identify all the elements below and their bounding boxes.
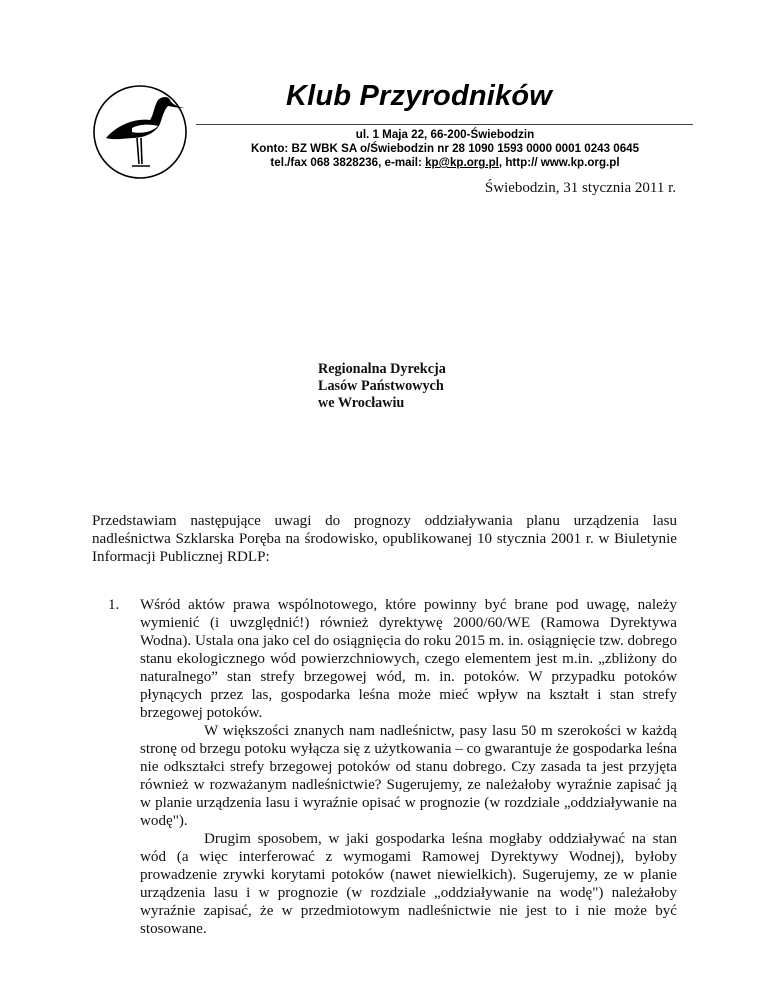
- list-item-body: [140, 596, 677, 938]
- numbered-list: [108, 596, 677, 938]
- recipient-line-2: Lasów Państwowych: [318, 378, 444, 394]
- list-item-paragraph-3: Drugim sposobem, w jaki gospodarka leśna mogłaby oddziaływać na stan wód (a więc interferować z wymogami Ramowej Dyrektywy Wodnej), byłoby prowadzenie zrywki korytami potoków (nawet niewielkich). Sugerujemy, ze w planie urządzenia lasu i w prognozie (w rozdziale „oddziaływanie na wodę") należałoby wyraźnie zapisać, że w przedmiotowym nadleśnictwie nie jest to i nie może być stosowane.: [140, 831, 677, 937]
- intro-paragraph: Przedstawiam następujące uwagi do prognozy oddziaływania planu urządzenia lasu nadleśnictwa Szklarska Poręba na środowisko, opublikowanej 10 stycznia 2001 r. w Biuletynie Informacji Publicznej RDLP:: [92, 513, 677, 565]
- contact-line: [190, 156, 700, 170]
- letter-date: Świebodzin, 31 stycznia 2011 r.: [484, 180, 676, 196]
- bank-account-line: Konto: BZ WBK SA o/Świebodzin nr 28 1090 1593 0000 0001 0243 0645: [250, 142, 640, 155]
- list-item: [108, 596, 677, 938]
- address-line: ul. 1 Maja 22, 66-200-Świebodzin: [355, 128, 535, 141]
- contact-prefix: tel./fax 068 3828236, e-mail:: [270, 156, 426, 169]
- header-divider: [196, 124, 693, 125]
- recipient-line-3: we Wrocławiu: [318, 395, 405, 411]
- list-item-paragraph-1: Wśród aktów prawa wspólnotowego, które powinny być brane pod uwagę, należy wymienić (i uwzględnić!) również dyrektywę 2000/60/WE (Ramowa Dyrektywa Wodna). Ustala ona jako cel do osiągnięcia do roku 2015 m. in. osiągnięcie tzw. dobrego stanu ekologicznego wód powierzchniowych, czego elementem jest m.in. „zbliżony do naturalnego” stan strefy brzegowej wód, m. in. potoków. W przypadku potoków płynących przez las, gospodarka leśna może mieć wpływ na kształt i stan strefy brzegowej potoków.: [140, 597, 677, 721]
- recipient-line-1: Regionalna Dyrekcja: [318, 361, 446, 377]
- contact-suffix: , http:// www.kp.org.pl: [498, 156, 620, 169]
- list-item-number: 1.: [108, 597, 120, 613]
- email-link[interactable]: kp@kp.org.pl: [425, 156, 499, 169]
- organization-title: Klub Przyrodników: [286, 80, 553, 112]
- stork-logo-icon: [92, 84, 188, 180]
- list-item-paragraph-2: W większości znanych nam nadleśnictw, pasy lasu 50 m szerokości w każdą stronę od brzegu potoku wyłącza się z użytkowania – co gwarantuje że gospodarka leśna nie odkształci strefy brzegowej potoków od stanu dobrego. Czy zasada ta jest przyjęta również w rozważanym nadleśnictwie? Sugerujemy, ze należałoby wyraźnie zapisać ją w planie urządzenia lasu i wyraźnie opisać w prognozie (w rozdziale „oddziaływanie na wodę").: [140, 723, 677, 829]
- recipient-block: [318, 361, 446, 412]
